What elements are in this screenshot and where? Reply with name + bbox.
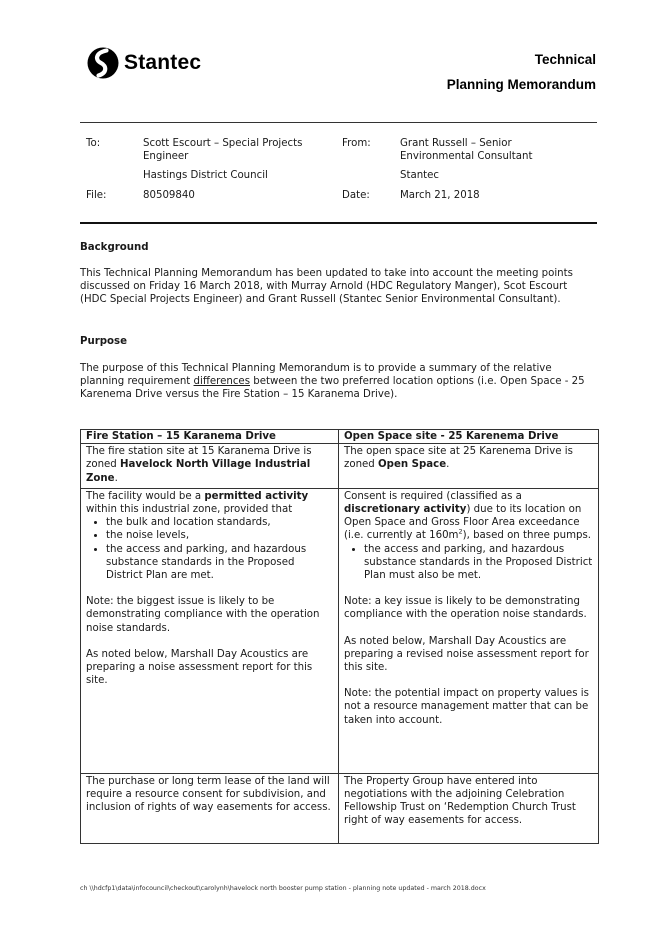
open-space-property-values-note: Note: the potential impact on property values is not a resource management matter that can be taken into account. (344, 688, 589, 726)
col-header-open-space: Open Space site - 25 Karenema Drive (339, 430, 599, 444)
fire-station-acoustics-note: As noted below, Marshall Day Acoustics are preparing a noise assessment report for this site. (86, 648, 313, 687)
background-text: This Technical Planning Memorandum has been updated to take into account the meeting points discussed on Friday 16 March 2018, with Murray Arnold (HDC Regulatory Manger), Scot Escourt (HDC Special Projects Engineer) and Grant Russell (Stantec Senior Environmental Consultant). (80, 268, 573, 306)
footer-file-path: ch \\hdcfp1\data\infocouncil\checkout\carolynh\havelock north booster pump station - planning note updated - march 2018.docx (80, 885, 486, 892)
logo-text: Stantec (124, 51, 202, 75)
col-header-fire-station: Fire Station – 15 Karanema Drive (81, 430, 339, 444)
fire-station-noise-note: Note: the biggest issue is likely to be demonstrating compliance with the operation noise standards. (86, 596, 320, 634)
list-item: • the access and parking, and hazardous substance standards in the Proposed District Plan must also be met. (364, 543, 593, 583)
to-organisation: Hastings District Council (143, 170, 268, 181)
doc-title-line2: Planning Memorandum (446, 77, 596, 92)
stantec-logo-icon (86, 46, 120, 80)
zoning-open-space: The open space site at 25 Karenema Drive is zoned Open Space. (339, 444, 599, 489)
from-label: From: (342, 138, 371, 149)
comparison-table (80, 429, 599, 844)
activity-fire-station: The facility would be a permitted activity within this industrial zone, provided that • the bulk and location standards, • the noise levels, • the access and parking, and hazardous substance standards in the Proposed District Plan are met. Note: the biggest issue is likely to be demonstrating compliance with the operation noise standards. As noted below, Marshall Day Acoustics are preparing a noise assessment report for this site. (81, 488, 339, 773)
to-label: To: (86, 138, 101, 149)
from-organisation: Stantec (400, 170, 440, 181)
open-space-conditions-list (344, 543, 593, 583)
file-label: File: (86, 190, 107, 201)
zoning-fire-station: The fire station site at 15 Karanema Drive is zoned Havelock North Village Industrial Zone. (81, 444, 339, 489)
date-label: Date: (342, 190, 370, 201)
to-name: Scott Escourt – Special Projects Engineer (143, 138, 303, 163)
from-name: Grant Russell – Senior Environmental Consultant (400, 138, 533, 163)
file-number: 80509840 (143, 190, 195, 201)
date-value: March 21, 2018 (400, 190, 480, 201)
purpose-text: The purpose of this Technical Planning Memorandum is to provide a summary of the relative planning requirement differences between the two preferred location options (i.e. Open Space - 25 Karenema Drive versus the Fire Station – 15 Karanema Drive). (80, 363, 585, 401)
open-space-acoustics-note: As noted below, Marshall Day Acoustics are preparing a revised noise assessment report for this site. (344, 635, 589, 674)
list-item: • the bulk and location standards, (106, 516, 333, 529)
open-space-noise-note: Note: a key issue is likely to be demonstrating compliance with the operation noise standards. (344, 596, 587, 621)
table-row-land-access (81, 773, 599, 843)
table-header-row (81, 430, 599, 444)
doc-title-line1: Technical (534, 52, 596, 67)
stantec-logo (86, 46, 201, 80)
table-row-activity-status (81, 488, 599, 773)
list-item: • the access and parking, and hazardous substance standards in the Proposed District Plan are met. (106, 543, 333, 583)
background-heading: Background (80, 242, 149, 253)
land-fire-station: The purchase or long term lease of the land will require a resource consent for subdivision, and inclusion of rights of way easements for access. (81, 773, 339, 843)
header-divider (80, 122, 597, 123)
purpose-heading: Purpose (80, 336, 128, 347)
activity-open-space: Consent is required (classified as a discretionary activity) due to its location on Open Space and Gross Floor Area exceedance (i.e. currently at $160m^2$), based on three pumps. • the access and parking, and hazardous substance standards in the Proposed District Plan must also be met. Note: a key issue is likely to be demonstrating compliance with the operation noise standards. As noted below, Marshall Day Acoustics are preparing a revised noise assessment report for this site. Note: the potential impact on property values is not a resource management matter that can be taken into account. (339, 488, 599, 773)
land-open-space: The Property Group have entered into negotiations with the adjoining Celebration Fellowship Trust on ‘Redemption Church Trust right of way easements for access. (339, 773, 599, 843)
table-row-zoning (81, 444, 599, 489)
differences-underlined: differences (193, 376, 250, 388)
memo-header-divider (80, 222, 597, 224)
list-item: • the noise levels, (106, 529, 333, 542)
fire-station-conditions-list (86, 516, 333, 582)
